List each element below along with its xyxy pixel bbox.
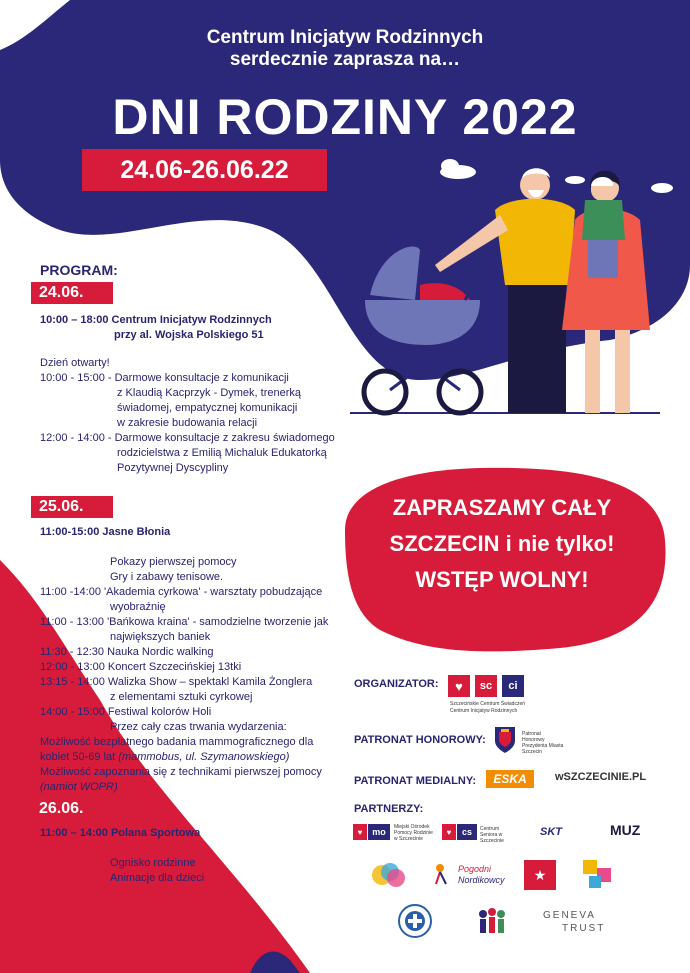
program-line: Pokazy pierwszej pomocy bbox=[110, 556, 237, 568]
program-line: 12:00 - 14:00 - Darmowe konsultacje z zakresu świadomego bbox=[40, 432, 335, 444]
program-line: 10:00 – 18:00 Centrum Inicjatyw Rodzinnych bbox=[40, 314, 272, 326]
program-line: Animacje dla dzieci bbox=[110, 872, 205, 884]
invite-line: WSTĘP WOLNY! bbox=[415, 567, 589, 592]
program-note: (mammobus, ul. Szymanowskiego) bbox=[118, 751, 290, 763]
mopr-caption: Miejski Ośrodek Pomocy Rodzinie w Szczecinie bbox=[394, 824, 433, 842]
program-line: rodzicielstwa z Emilią Michaluk Edukatorką bbox=[117, 447, 327, 459]
program-line: 11:00-15:00 Jasne Błonia bbox=[40, 526, 171, 538]
day-label-25: 25.06. bbox=[31, 496, 113, 518]
trust-logo: TRUST bbox=[562, 923, 606, 934]
organizer-caption: Centrum Inicjatyw Rodzinnych bbox=[450, 708, 518, 714]
program-line: 11:00 -14:00 'Akademia cyrkowa' - warsztaty pobudzające bbox=[40, 586, 323, 598]
program-line: przy al. Wojska Polskiego 51 bbox=[114, 329, 264, 341]
cs-logo: cs bbox=[457, 824, 477, 840]
skt-logo: SKT bbox=[540, 826, 562, 838]
organizer-heart-logo: ♥ bbox=[448, 675, 470, 697]
invite-subline: serdecznie zaprasza na… bbox=[229, 49, 461, 70]
organizer-sc-logo: sc bbox=[475, 675, 497, 697]
geneva-logo: GENEVA bbox=[543, 910, 596, 921]
program-line: z elementami sztuki cyrkowej bbox=[110, 691, 253, 703]
honorary-caption: Patronat Honorowy Prezydenta Miasta Szczecin bbox=[522, 731, 564, 755]
program-line: Dzień otwarty! bbox=[40, 357, 110, 369]
day-label-26: 26.06. bbox=[31, 798, 113, 820]
eska-logo: ESKA bbox=[486, 770, 534, 788]
program-line: 10:00 - 15:00 - Darmowe konsultacje z komunikacji bbox=[40, 372, 289, 384]
muz-logo: MUZ bbox=[610, 822, 641, 838]
program-line: 11:00 - 13:00 'Bańkowa kraina' - samodzielne tworzenie jak bbox=[40, 616, 329, 628]
event-dates: 24.06-26.06.22 bbox=[82, 149, 327, 191]
nordikowcy-logo-text: Nordikowcy bbox=[458, 875, 505, 885]
program-line: największych baniek bbox=[110, 631, 211, 643]
wszczecinie-logo: wSZCZECINIE.PL bbox=[555, 771, 647, 783]
program-line: 11:00 – 14:00 Polana Sportowa bbox=[40, 827, 201, 839]
program-line: Pozytywnej Dyscypliny bbox=[117, 462, 229, 474]
program-line: 13:15 - 14:00 Walizka Show – spektakl Kamila Żonglera bbox=[40, 676, 313, 688]
program-line: Gry i zabawy tenisowe. bbox=[110, 571, 224, 583]
program-line: Możliwość zapoznania się z technikami pierwszej pomocy bbox=[40, 766, 322, 778]
program-line: w zakresie budowania relacji bbox=[117, 417, 258, 429]
nordikowcy-logo-icon bbox=[432, 862, 456, 886]
program-line: z Klaudią Kacprzyk - Dymek, trenerką bbox=[117, 387, 302, 399]
mopr-logo: mo bbox=[368, 824, 390, 840]
program-line bbox=[40, 750, 289, 765]
program-line: 12:00 - 13:00 Koncert Szczecińskiej 13tki bbox=[40, 661, 242, 673]
organizer-ci-logo: ci bbox=[502, 675, 524, 697]
invite-line: ZAPRASZAMY CAŁY bbox=[392, 495, 612, 520]
family-illustration bbox=[340, 160, 670, 420]
mopr-heart-logo: ♥ bbox=[353, 824, 367, 840]
invite-line: SZCZECIN i nie tylko! bbox=[389, 531, 615, 556]
invite-text bbox=[352, 490, 652, 598]
program-line: Przez cały czas trwania wydarzenia: bbox=[110, 721, 287, 733]
program-line: 11:30 - 12:30 Nauka Nordic walking bbox=[40, 646, 214, 658]
holi-logo-icon bbox=[370, 860, 408, 890]
cs-heart-logo: ♥ bbox=[442, 824, 456, 840]
pogodni-logo-text: Pogodni bbox=[458, 864, 492, 874]
program-line: Ognisko rodzinne bbox=[110, 857, 196, 869]
program-note: (namiot WOPR) bbox=[40, 781, 118, 793]
program-line: wyobraźnię bbox=[110, 601, 166, 613]
people-group-logo-icon bbox=[474, 904, 510, 938]
wopr-logo-icon bbox=[398, 904, 432, 938]
cs-caption: Centrum Seniora w Szczecinie bbox=[480, 826, 504, 844]
honorary-label: PATRONAT HONOROWY: bbox=[354, 734, 486, 746]
sports-club-logo: ★ bbox=[524, 860, 556, 890]
program-line: 14:00 - 15:00 Festiwal kolorów Holi bbox=[40, 706, 212, 718]
colorful-partner-logo-icon bbox=[583, 860, 617, 890]
program-heading: PROGRAM: bbox=[40, 262, 118, 278]
organizer-invite-line: Centrum Inicjatyw Rodzinnych bbox=[206, 27, 484, 48]
media-label: PATRONAT MEDIALNY: bbox=[354, 775, 477, 787]
organizer-label: ORGANIZATOR: bbox=[354, 678, 439, 690]
city-crest-icon bbox=[494, 726, 516, 754]
organizer-caption: Szczecińskie Centrum Świadczeń bbox=[450, 701, 526, 707]
page-title: DNI RODZINY 2022 bbox=[112, 89, 578, 145]
program-line-text: kobiet 50-69 lat bbox=[40, 751, 116, 763]
program-line: świadomej, empatycznej komunikacji bbox=[117, 402, 298, 414]
day-label-24: 24.06. bbox=[31, 282, 113, 304]
program-line: Możliwość bezpłatnego badania mammograficznego dla bbox=[40, 736, 314, 748]
partners-label: PARTNERZY: bbox=[354, 803, 424, 815]
